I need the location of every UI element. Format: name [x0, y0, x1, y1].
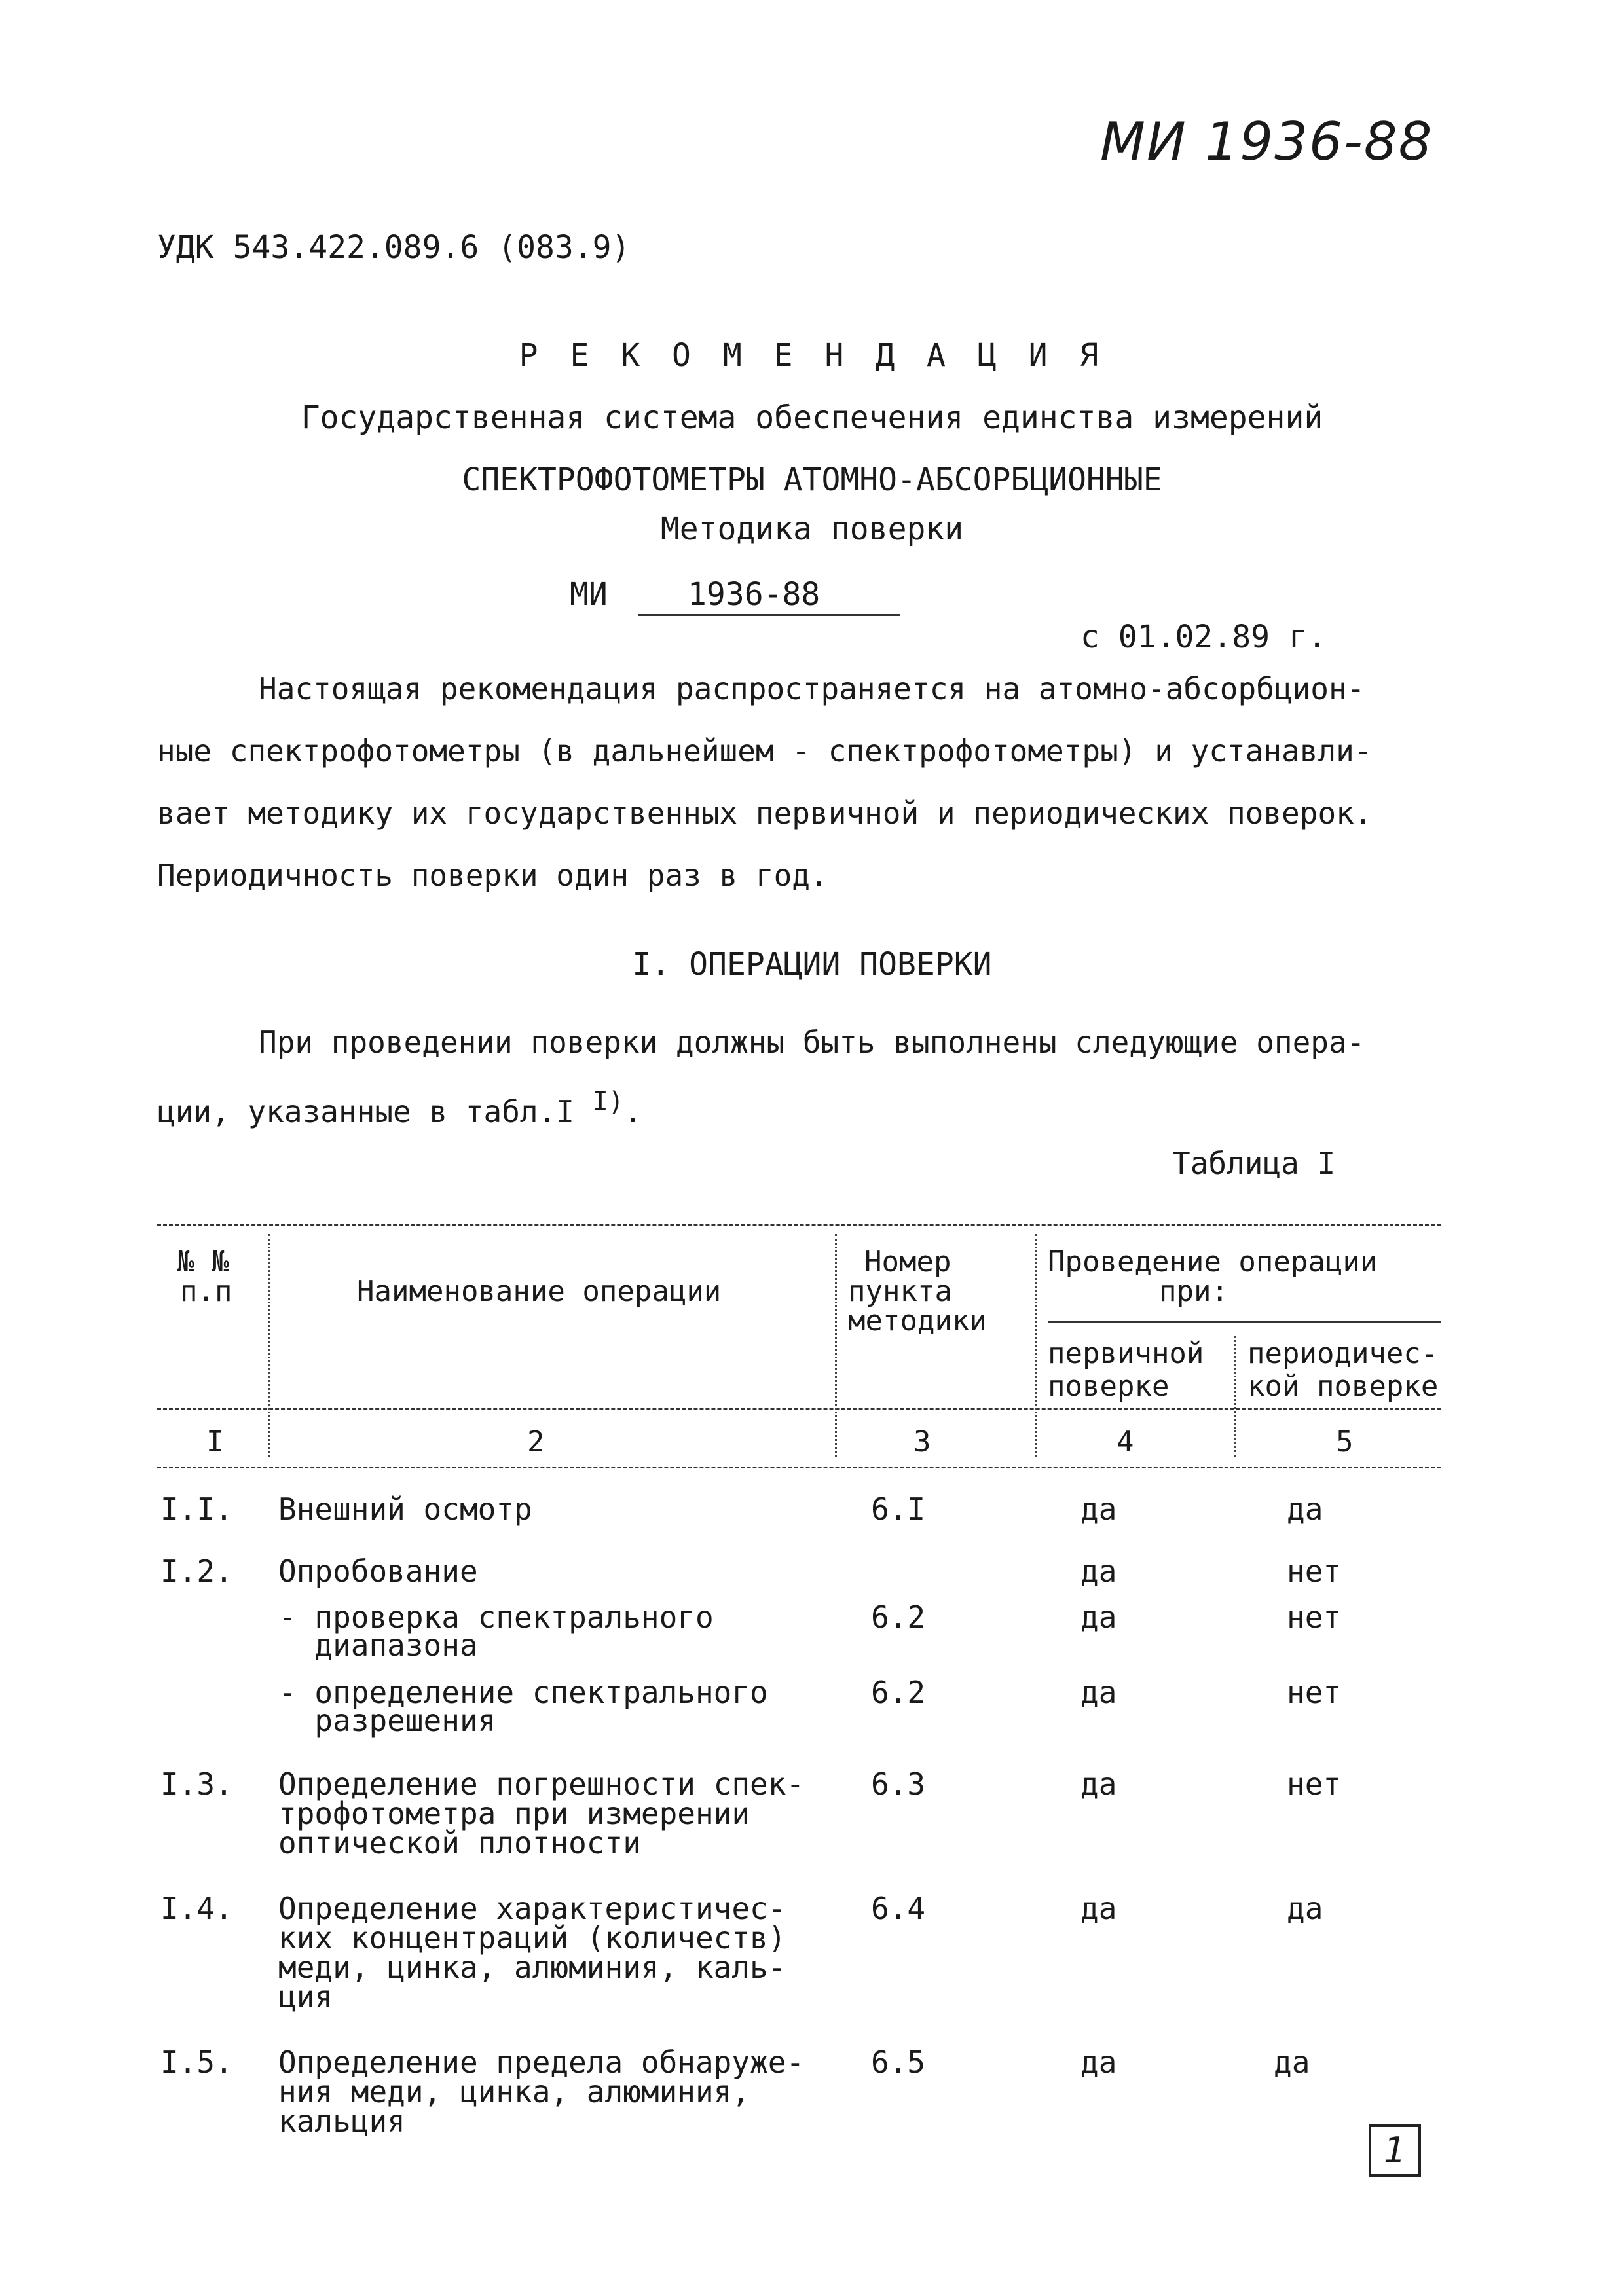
intro-line-4: Периодичность поверки один раз в год. [157, 858, 828, 893]
table-header-rule [157, 1408, 1441, 1410]
row-5-name-line-2: трофотометра при измерении [278, 1796, 750, 1831]
row-3-primary: да [1080, 1599, 1117, 1635]
row-5-name-line-1: Определение погрешности спек- [278, 1766, 805, 1802]
col-separator-2 [835, 1234, 837, 1457]
row-4-name-line-1: - определение спектрального [278, 1675, 768, 1710]
col1-header-line-2: п.п [180, 1275, 232, 1308]
col45-header-line-1: Проведение операции [1048, 1245, 1378, 1279]
code-number: 1936-88 [688, 576, 821, 613]
table-caption: Таблица I [1172, 1146, 1336, 1181]
row-7-clause: 6.5 [871, 2045, 926, 2080]
section-1-text-end: . [623, 1094, 642, 1129]
subtitle: Методика поверки [660, 511, 964, 547]
section-1-title: I. ОПЕРАЦИИ ПОВЕРКИ [632, 946, 992, 983]
col1-header-line-1: № № [177, 1245, 229, 1279]
row-4-name-line-2: разрешения [278, 1703, 496, 1738]
row-7-periodic: да [1274, 2045, 1310, 2080]
row-7-name-line-1: Определение предела обнаруже- [278, 2045, 805, 2080]
intro-line-2: ные спектрофотометры (в дальнейшем - спектрофотометры) и устанавли- [157, 733, 1373, 769]
system-title: Государственная система обеспечения единства измерений [301, 399, 1323, 436]
col-separator-4 [1234, 1336, 1236, 1457]
col-number-4: 4 [1116, 1425, 1134, 1459]
section-1-text-line-1: При проведении поверки должны быть выполнены следующие опера- [259, 1025, 1365, 1060]
col-number-2: 2 [527, 1425, 545, 1459]
code-underline [638, 614, 900, 616]
table-colnum-rule [157, 1467, 1441, 1468]
row-1-name-line-1: Внешний осмотр [278, 1491, 532, 1527]
row-3-name-line-1: - проверка спектрального [278, 1599, 714, 1635]
handwritten-document-code: МИ 1936-88 [1100, 111, 1433, 172]
row-4-primary: да [1080, 1675, 1117, 1710]
col-number-1: I [206, 1425, 224, 1459]
section-1-text-line-2-body: ции, указанные в табл.I [157, 1094, 574, 1129]
row-3-clause: 6.2 [871, 1599, 926, 1635]
row-4-periodic: нет [1287, 1675, 1342, 1710]
col2-header: Наименование операции [357, 1275, 722, 1308]
row-6-number: I.4. [160, 1891, 233, 1926]
intro-line-3: вает методику их государственных первичной и периодических поверок. [157, 795, 1373, 831]
col-separator-1 [268, 1234, 270, 1457]
row-2-primary: да [1080, 1554, 1117, 1589]
row-3-periodic: нет [1287, 1599, 1342, 1635]
document-type: Р Е К О М Е Н Д А Ц И Я [519, 337, 1105, 374]
row-1-number: I.I. [160, 1491, 233, 1527]
row-5-number: I.3. [160, 1766, 233, 1802]
col4-header-line-2: поверке [1048, 1370, 1170, 1403]
col3-header-line-1: Номер [864, 1245, 951, 1279]
row-5-periodic: нет [1287, 1766, 1342, 1802]
col4-header-line-1: первичной [1048, 1337, 1204, 1370]
udk-code: УДК 543.422.089.6 (083.9) [157, 229, 631, 266]
row-3-name-line-2: диапазона [278, 1628, 478, 1663]
row-2-name-line-1: Опробование [278, 1554, 478, 1589]
footnote-mark: I) [592, 1087, 624, 1117]
col5-header-line-1: периодичес- [1247, 1337, 1439, 1370]
row-6-name-line-4: ция [278, 1979, 333, 2014]
col45-header-line-2: при: [1159, 1275, 1228, 1308]
row-4-clause: 6.2 [871, 1675, 926, 1710]
col-separator-3 [1035, 1234, 1037, 1457]
code-prefix: МИ [570, 576, 608, 613]
intro-line-1: Настоящая рекомендация распространяется на атомно-абсорбцион- [259, 671, 1365, 706]
row-6-primary: да [1080, 1891, 1117, 1926]
row-5-clause: 6.3 [871, 1766, 926, 1802]
section-1-text-line-2 [157, 1087, 642, 1129]
row-2-periodic: нет [1287, 1554, 1342, 1589]
row-2-number: I.2. [160, 1554, 233, 1589]
row-1-periodic: да [1287, 1491, 1323, 1527]
row-1-primary: да [1080, 1491, 1117, 1527]
row-6-name-line-1: Определение характеристичес- [278, 1891, 786, 1926]
row-1-clause: 6.I [871, 1491, 926, 1527]
row-7-number: I.5. [160, 2045, 233, 2080]
table-subheader-rule [1048, 1321, 1441, 1323]
row-5-primary: да [1080, 1766, 1117, 1802]
col-number-5: 5 [1336, 1425, 1354, 1459]
row-7-name-line-2: ния меди, цинка, алюминия, [278, 2074, 750, 2109]
row-6-clause: 6.4 [871, 1891, 926, 1926]
row-5-name-line-3: оптической плотности [278, 1825, 641, 1861]
effective-date: с 01.02.89 г. [1080, 619, 1327, 655]
main-title: СПЕКТРОФОТОМЕТРЫ АТОМНО-АБСОРБЦИОННЫЕ [462, 462, 1162, 498]
col5-header-line-2: кой поверке [1247, 1370, 1439, 1403]
row-7-primary: да [1080, 2045, 1117, 2080]
col3-header-line-2: пункта [848, 1275, 952, 1308]
row-6-name-line-2: ких концентраций (количеств) [278, 1920, 786, 1956]
col-number-3: 3 [913, 1425, 931, 1459]
table-top-rule [157, 1224, 1441, 1226]
page-number: 1 [1369, 2124, 1421, 2177]
row-6-periodic: да [1287, 1891, 1323, 1926]
col3-header-line-3: методики [848, 1304, 987, 1338]
row-7-name-line-3: кальция [278, 2104, 405, 2139]
row-6-name-line-3: меди, цинка, алюминия, каль- [278, 1950, 786, 1985]
